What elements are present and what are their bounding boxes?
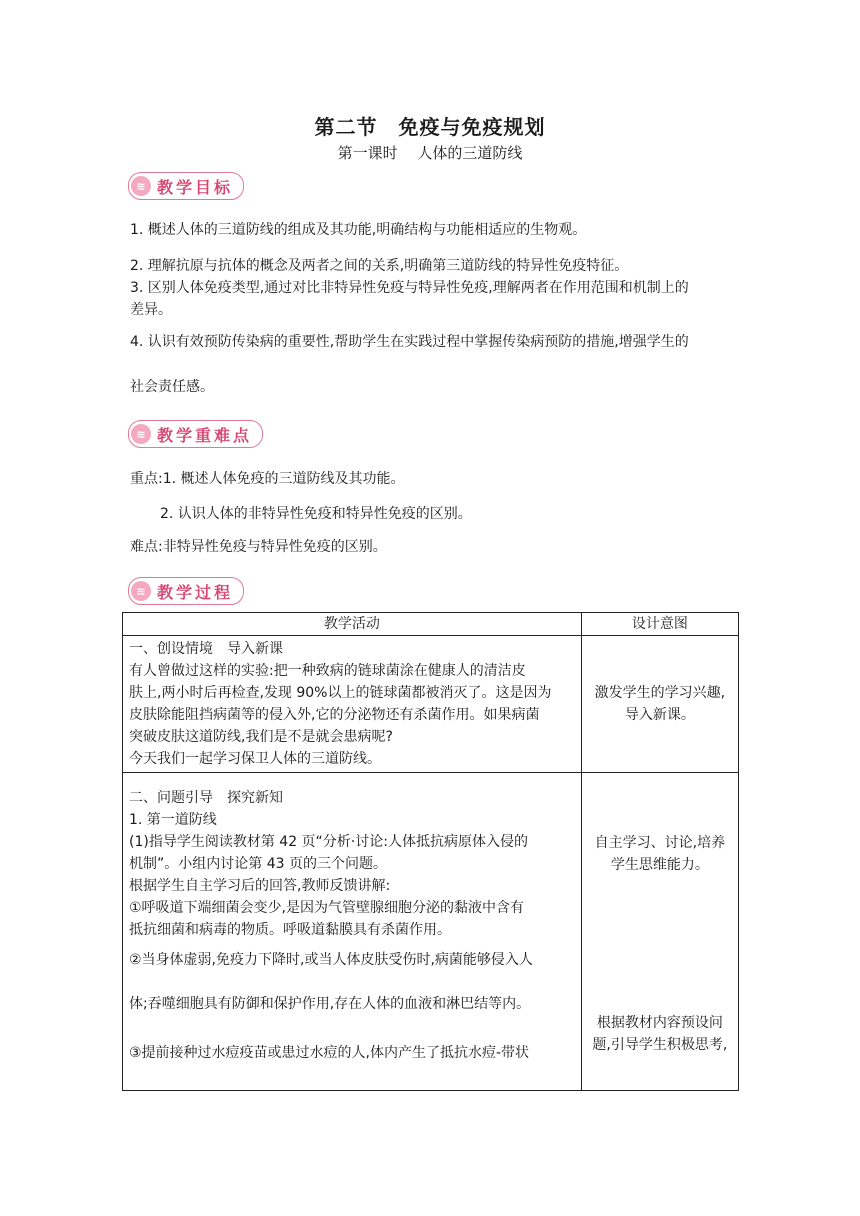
text-line: 激发学生的学习兴趣, [594, 685, 726, 701]
doc-title: 第二节 免疫与免疫规划 [314, 115, 546, 139]
flourish-icon: ≋ [131, 176, 151, 196]
section-badge-process [128, 577, 244, 605]
key-point-1: 重点:1. 概述人体免疫的三道防线及其功能。 [130, 471, 405, 487]
table-row [123, 636, 739, 773]
section-label-goals: 教学目标 [157, 177, 234, 197]
key-point-2: 2. 认识人体的非特异性免疫和特异性免疫的区别。 [160, 506, 472, 522]
goal-3-cont: 差异。 [130, 302, 172, 318]
text-line: 皮肤除能阻挡病菌等的侵入外,它的分泌物还有杀菌作用。如果病菌 [129, 707, 540, 723]
difficulty: 难点:非特异性免疫与特异性免疫的区别。 [130, 539, 387, 555]
text-line: 今天我们一起学习保卫人体的三道防线。 [129, 751, 381, 767]
doc-subtitle: 第一课时 人体的三道防线 [337, 144, 523, 162]
text-line: 抵抗细菌和病毒的物质。呼吸道黏膜具有杀菌作用。 [129, 922, 451, 938]
section-label-key: 教学重难点 [157, 425, 253, 445]
goal-4-cont: 社会责任感。 [130, 379, 214, 395]
text-line: 题,引导学生积极思考, [592, 1037, 728, 1053]
goal-2: 2. 理解抗原与抗体的概念及两者之间的关系,明确第三道防线的特异性免疫特征。 [130, 258, 629, 274]
header-activity: 教学活动 [123, 613, 582, 636]
section-badge-goals [128, 172, 244, 200]
header-intent: 设计意图 [581, 613, 738, 636]
table-header-row [123, 613, 739, 636]
section-badge-key [128, 420, 263, 448]
text-line: 1. 第一道防线 [129, 812, 217, 828]
activity-cell [123, 773, 582, 1091]
intent-cell [581, 636, 738, 773]
text-line: 导入新课。 [624, 707, 695, 723]
text-line: ②当身体虚弱,免疫力下降时,或当人体皮肤受伤时,病菌能够侵入人 [129, 952, 533, 968]
text-line: 根据学生自主学习后的回答,教师反馈讲解: [129, 878, 391, 894]
text-line: ①呼吸道下端细菌会变少,是因为气管壁腺细胞分泌的黏液中含有 [129, 900, 524, 916]
text-line: ③提前接种过水痘疫苗或患过水痘的人,体内产生了抵抗水痘-带状 [129, 1045, 530, 1061]
text-line: 自主学习、讨论,培养 [594, 835, 726, 851]
text-line: 有人曾做过这样的实验:把一种致病的链球菌涂在健康人的清洁皮 [129, 663, 526, 679]
table-row [123, 773, 739, 1091]
flourish-icon: ≋ [131, 424, 151, 444]
goal-4: 4. 认识有效预防传染病的重要性,帮助学生在实践过程中掌握传染病预防的措施,增强学生的 [130, 334, 689, 350]
text-line: (1)指导学生阅读教材第 42 页“分析·讨论:人体抵抗病原体入侵的 [129, 834, 528, 850]
flourish-icon: ≋ [131, 581, 151, 601]
goal-1: 1. 概述人体的三道防线的组成及其功能,明确结构与功能相适应的生物观。 [130, 222, 587, 238]
activity-cell [123, 636, 582, 773]
text-line: 肤上,两小时后再检查,发现 90%以上的链球菌都被消灭了。这是因为 [129, 685, 552, 701]
text-line: 一、创设情境 导入新课 [129, 641, 283, 657]
section-label-process: 教学过程 [157, 582, 234, 602]
text-line: 学生思维能力。 [610, 857, 709, 873]
goal-3: 3. 区别人体免疫类型,通过对比非特异性免疫与特异性免疫,理解两者在作用范围和机制上的 [130, 280, 689, 296]
text-line: 机制”。小组内讨论第 43 页的三个问题。 [129, 856, 387, 872]
process-table [122, 612, 739, 1091]
intent-cell [581, 773, 738, 1091]
text-line: 根据教材内容预设问 [596, 1015, 723, 1031]
text-line: 突破皮肤这道防线,我们是不是就会患病呢? [129, 729, 393, 745]
text-line: 体;吞噬细胞具有防御和保护作用,存在人体的血液和淋巴结等内。 [129, 996, 531, 1012]
text-line: 二、问题引导 探究新知 [129, 790, 283, 806]
